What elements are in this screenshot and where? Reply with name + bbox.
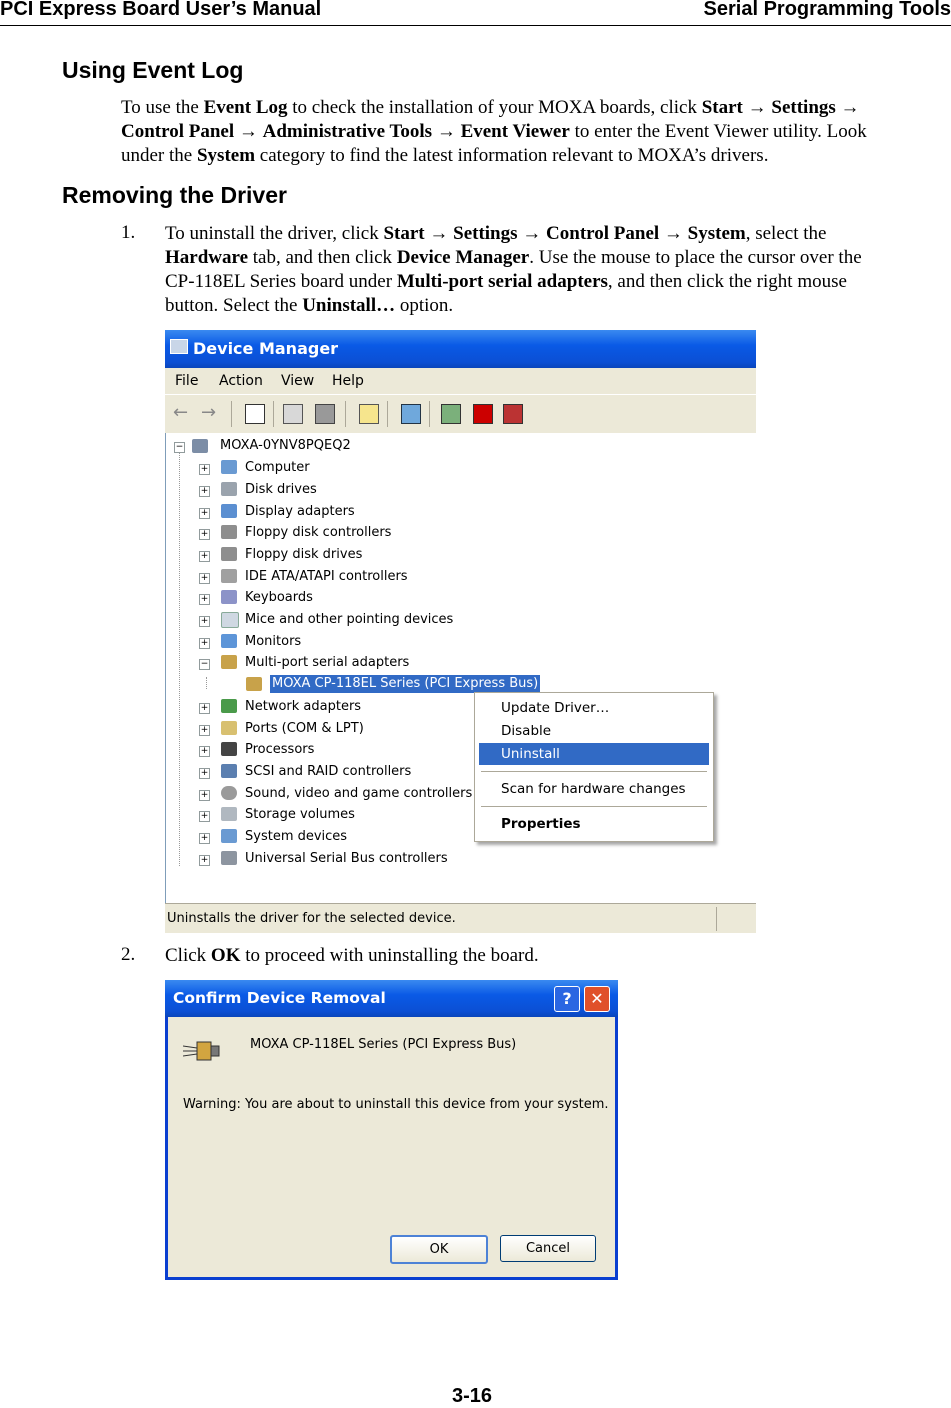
step-number-1: 1. (121, 222, 136, 243)
storage-icon (221, 807, 237, 821)
tree-item-processors[interactable]: Processors (245, 742, 315, 757)
print-icon[interactable] (315, 404, 335, 424)
dialog-titlebar (165, 980, 618, 1017)
header-right: Serial Programming Tools (703, 0, 951, 20)
tree-expand[interactable]: + (200, 833, 209, 843)
step1-line2: Hardware tab, and then click Device Manager. Use the mouse to place the cursor over the (165, 247, 862, 268)
section-title-removing-driver: Removing the Driver (62, 182, 287, 208)
floppy-controller-icon (221, 525, 237, 539)
step1-line4: button. Select the Uninstall… option. (165, 295, 454, 316)
tree-expand[interactable]: + (200, 573, 209, 583)
tree-expand[interactable]: + (200, 486, 209, 496)
section-title-event-log: Using Event Log (62, 57, 244, 83)
network-adapter-icon (221, 699, 237, 713)
menu-help[interactable]: Help (332, 373, 364, 389)
back-arrow-icon[interactable]: ← (173, 402, 189, 423)
tree-item-ports[interactable]: Ports (COM & LPT) (245, 721, 364, 736)
status-bar (165, 903, 756, 933)
floppy-drive-icon (221, 547, 237, 561)
menu-file[interactable]: File (175, 373, 199, 389)
uninstall-icon[interactable] (473, 404, 493, 424)
monitor-icon (221, 634, 237, 648)
close-button[interactable]: ✕ (584, 986, 610, 1012)
tree-collapse-root[interactable]: − (175, 442, 184, 452)
tree-expand[interactable]: + (200, 464, 209, 474)
tree-expand[interactable]: + (200, 746, 209, 756)
menu-view[interactable]: View (281, 373, 315, 389)
page-number: 3-16 (452, 1385, 493, 1407)
menu-item-disable[interactable]: Disable (501, 723, 552, 739)
tree-item-monitors[interactable]: Monitors (245, 634, 302, 649)
status-text: Uninstalls the driver for the selected device. (167, 911, 456, 926)
processor-icon (221, 742, 237, 756)
usb-icon (221, 851, 237, 865)
confirm-device-removal-dialog (165, 980, 618, 1280)
tree-item-system-devices[interactable]: System devices (245, 829, 348, 844)
serial-adapter-icon (246, 677, 262, 691)
menu-item-update-driver[interactable]: Update Driver… (501, 700, 610, 716)
mouse-icon (221, 612, 239, 628)
menu-separator (481, 771, 707, 772)
sound-icon (221, 786, 237, 800)
tree-expand[interactable]: + (200, 616, 209, 626)
keyboard-icon (221, 590, 237, 604)
tree-expand[interactable]: + (200, 855, 209, 865)
forward-arrow-icon[interactable]: → (201, 402, 217, 423)
paragraph-event-log-line1: To use the Event Log to check the installation of your MOXA boards, click Start → Settings → (121, 97, 860, 118)
menu-separator (481, 806, 707, 807)
ok-button[interactable]: OK (390, 1235, 488, 1264)
dialog-device-name: MOXA CP-118EL Series (PCI Express Bus) (250, 1037, 517, 1052)
scsi-icon (221, 764, 237, 778)
computer-icon (170, 339, 188, 354)
tree-item-storage[interactable]: Storage volumes (245, 807, 355, 822)
serial-adapter-icon (221, 655, 237, 669)
tree-item-keyboards[interactable]: Keyboards (245, 590, 313, 605)
tree-item-disk-drives[interactable]: Disk drives (245, 482, 317, 497)
dialog-title: Confirm Device Removal (173, 989, 386, 1007)
tree-item-mice[interactable]: Mice and other pointing devices (245, 612, 454, 627)
tree-expand[interactable]: + (200, 551, 209, 561)
tree-expand[interactable]: + (200, 768, 209, 778)
tree-item-display-adapters[interactable]: Display adapters (245, 504, 355, 519)
tree-item-multiport-serial[interactable]: Multi-port serial adapters (245, 655, 410, 670)
device-manager-title: Device Manager (193, 339, 339, 358)
computer-icon (221, 460, 237, 474)
step2-text: Click OK to proceed with uninstalling the board. (165, 945, 539, 966)
toolbar (165, 394, 756, 434)
help-button[interactable]: ? (554, 986, 580, 1012)
tree-expand[interactable]: + (200, 638, 209, 648)
help-icon[interactable] (359, 404, 379, 424)
tree-item-floppy-controllers[interactable]: Floppy disk controllers (245, 525, 392, 540)
menu-action[interactable]: Action (219, 373, 263, 389)
cancel-button[interactable]: Cancel (500, 1235, 596, 1262)
menu-item-uninstall[interactable]: Uninstall (479, 743, 709, 765)
device-manager-window (165, 330, 756, 933)
disk-drive-icon (221, 482, 237, 496)
tree-expand[interactable]: + (200, 725, 209, 735)
scan-hardware-icon[interactable] (401, 404, 421, 424)
disable-icon[interactable] (503, 404, 523, 424)
tree-expand[interactable]: + (200, 594, 209, 604)
tree-item-scsi[interactable]: SCSI and RAID controllers (245, 764, 412, 779)
tree-expand[interactable]: + (200, 703, 209, 713)
menu-item-properties[interactable]: Properties (501, 816, 581, 832)
step1-line1: To uninstall the driver, click Start → Settings → Control Panel → System, select the (165, 223, 827, 244)
ide-controller-icon (221, 569, 237, 583)
system-device-icon (221, 829, 237, 843)
paragraph-event-log-line3: under the System category to find the latest information relevant to MOXA’s drivers. (121, 145, 769, 166)
tree-root[interactable]: MOXA-0YNV8PQEQ2 (220, 438, 351, 453)
tree-item-computer[interactable]: Computer (245, 460, 310, 475)
header-left: PCI Express Board User’s Manual (0, 0, 322, 20)
dialog-warning: Warning: You are about to uninstall this device from your system. (183, 1097, 609, 1112)
serial-adapter-icon (183, 1038, 223, 1064)
tree-item-floppy-drives[interactable]: Floppy disk drives (245, 547, 363, 562)
tree-expand[interactable]: + (200, 811, 209, 821)
tree-expand[interactable]: + (200, 508, 209, 518)
paragraph-event-log-line2: Control Panel → Administrative Tools → Event Viewer to enter the Event Viewer utility. Look (121, 121, 867, 142)
display-adapter-icon (221, 504, 237, 518)
properties-icon[interactable] (283, 404, 303, 424)
tree-item-moxa-selected[interactable]: MOXA CP-118EL Series (PCI Express Bus) (272, 676, 539, 691)
tree-item-usb[interactable]: Universal Serial Bus controllers (245, 851, 448, 866)
tree-item-sound[interactable]: Sound, video and game controllers (245, 786, 473, 801)
header-rule (0, 25, 951, 26)
tree-expand[interactable]: + (200, 790, 209, 800)
menu-item-scan[interactable]: Scan for hardware changes (501, 781, 686, 797)
tree-collapse[interactable]: − (200, 659, 209, 669)
step-number-2: 2. (121, 944, 136, 965)
show-hide-tree-icon[interactable] (245, 404, 265, 424)
device-manager-titlebar (165, 330, 756, 368)
port-icon (221, 721, 237, 735)
update-driver-icon[interactable] (441, 404, 461, 424)
tree-item-ide-controllers[interactable]: IDE ATA/ATAPI controllers (245, 569, 408, 584)
tree-expand[interactable]: + (200, 529, 209, 539)
tree-item-network-adapters[interactable]: Network adapters (245, 699, 362, 714)
context-menu (474, 692, 714, 842)
step1-line3: CP-118EL Series board under Multi-port serial adapters, and then click the right mouse (165, 271, 847, 292)
menu-bar (165, 368, 756, 394)
computer-icon (192, 439, 208, 453)
